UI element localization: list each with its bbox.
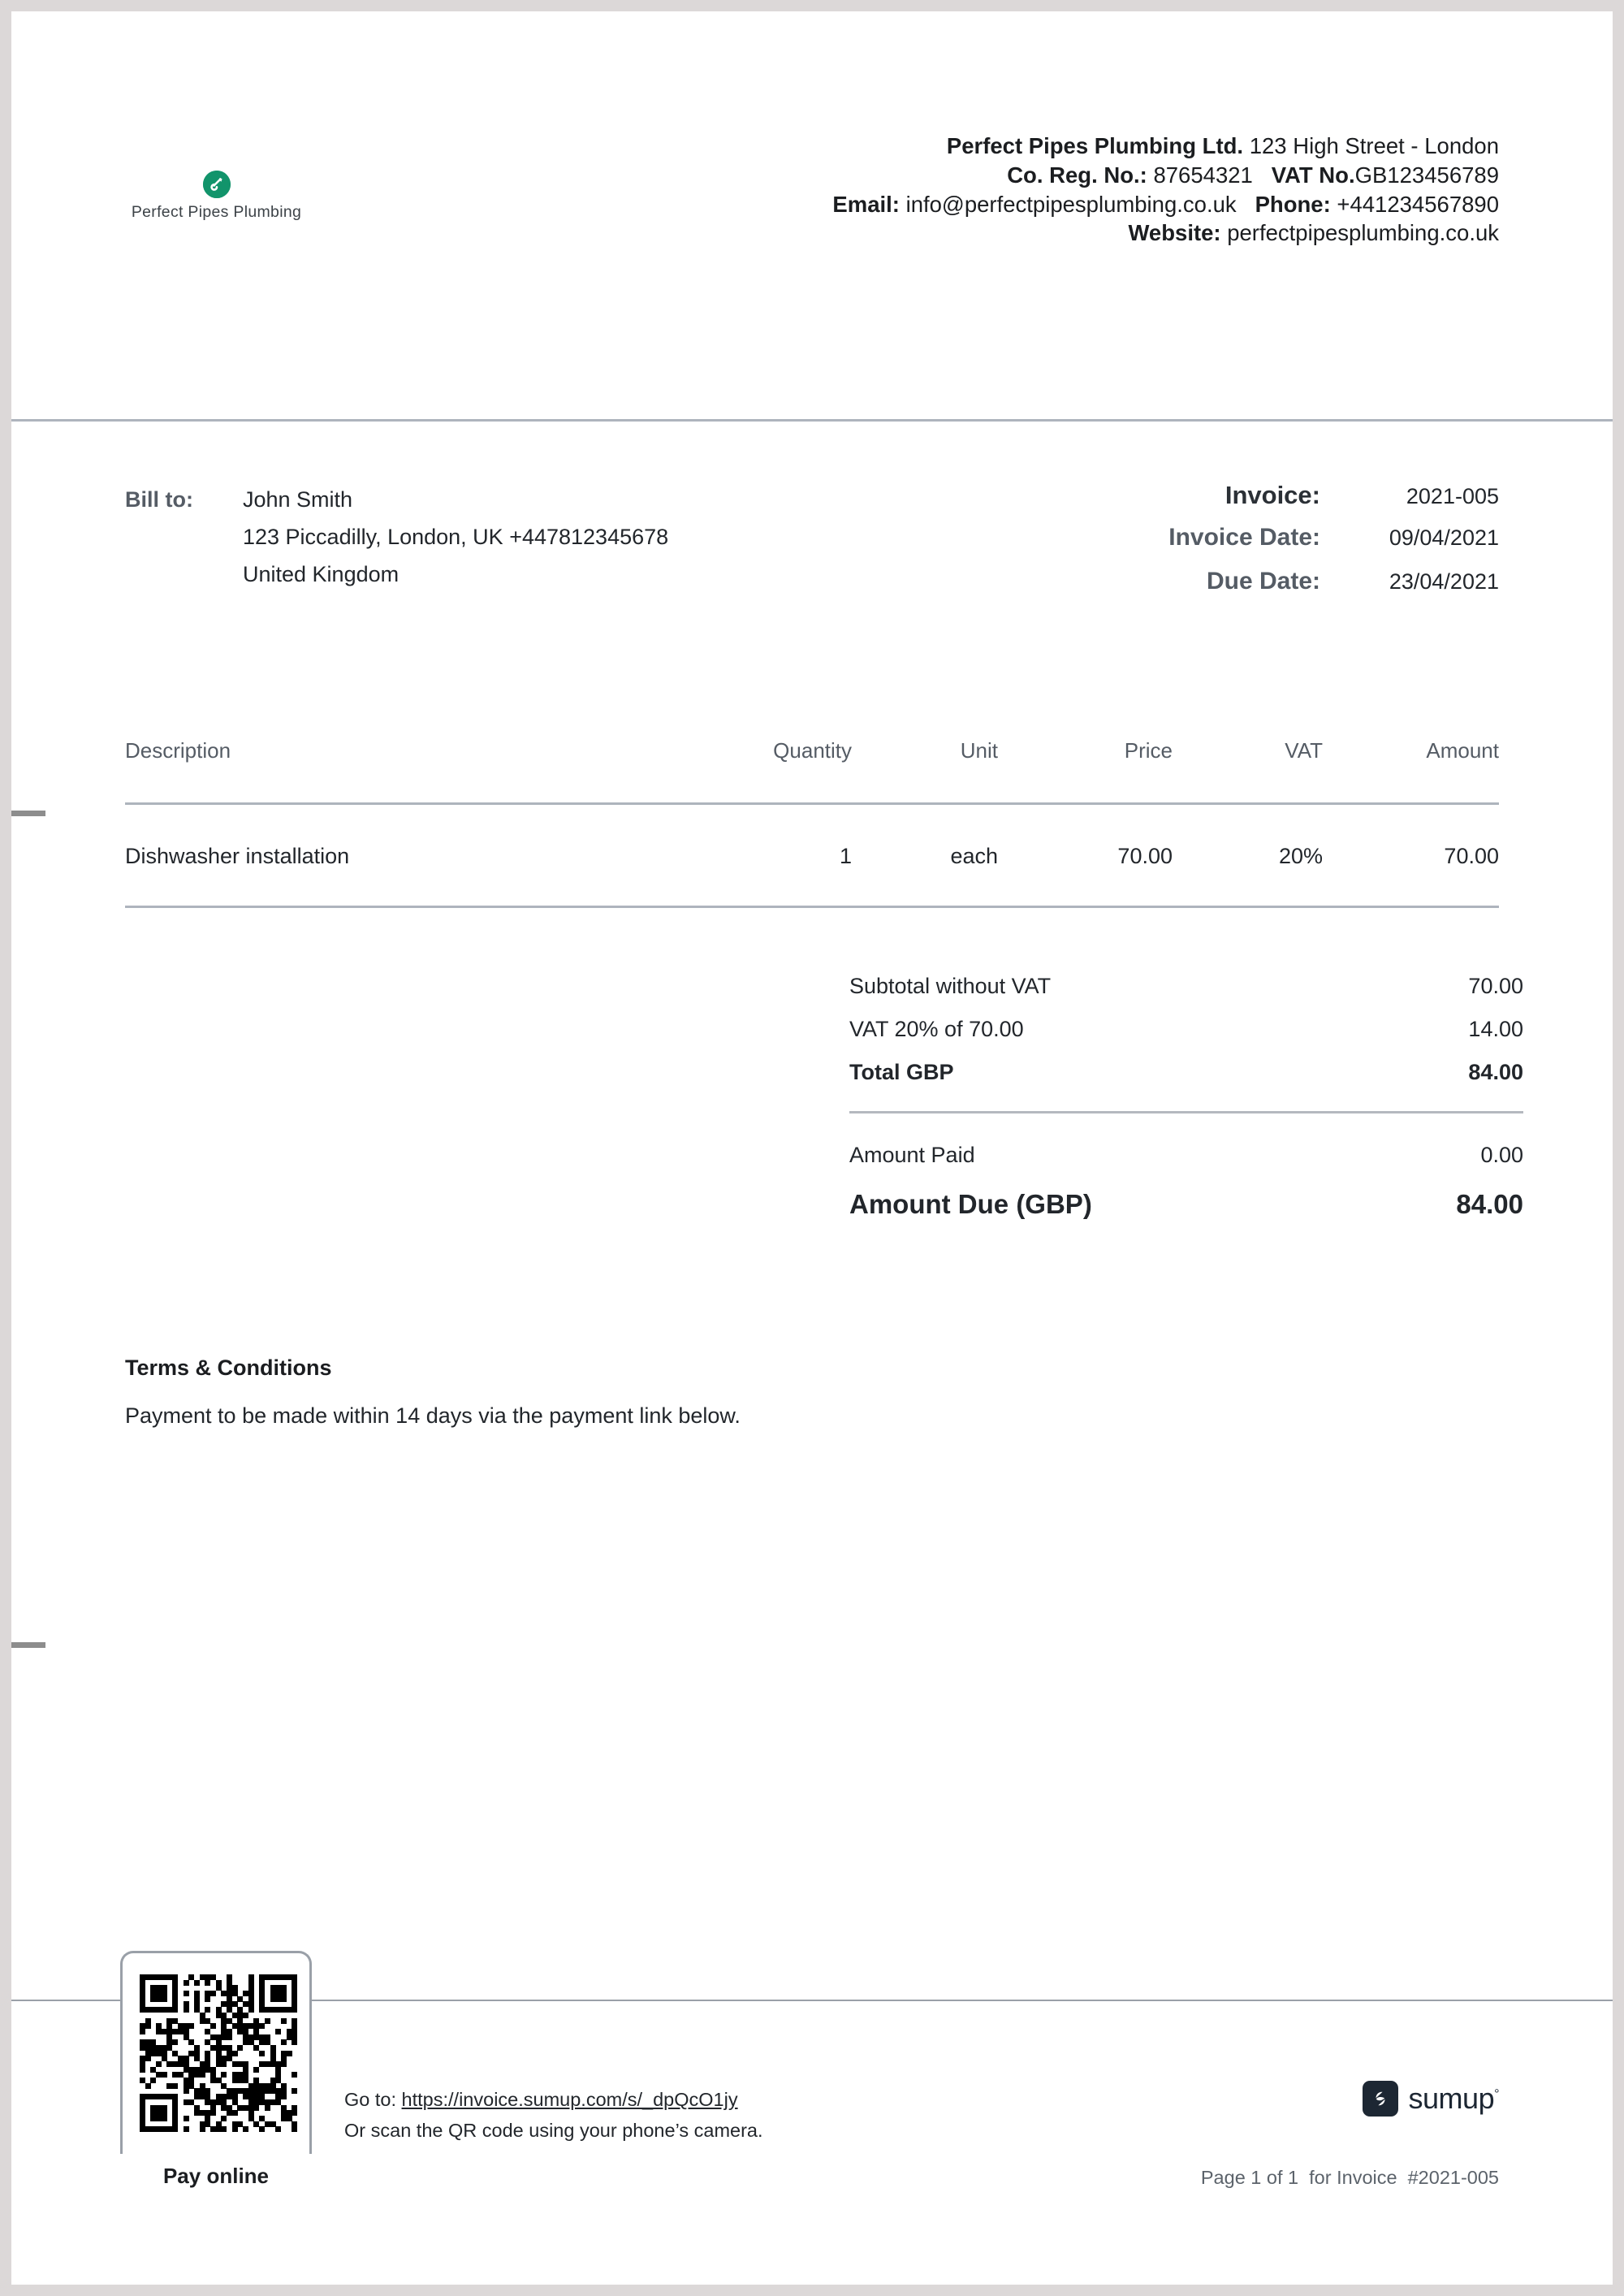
qr-code[interactable] [140, 1974, 297, 2132]
cell-price: 70.00 [1117, 844, 1173, 868]
amount-due-label: Amount Due (GBP) [849, 1189, 1092, 1219]
pay-online-caption: Pay online [162, 2164, 270, 2188]
vat-value: 14.00 [1468, 1017, 1523, 1041]
total-value: 84.00 [1468, 1060, 1523, 1084]
subtotal-label: Subtotal without VAT [849, 974, 1052, 998]
go-to-prefix: Go to: [344, 2089, 397, 2110]
terms-title: Terms & Conditions [125, 1356, 332, 1380]
phone-label: Phone: [1255, 191, 1331, 217]
total-label: Total GBP [849, 1060, 954, 1084]
totals-block [849, 974, 1523, 1238]
email-label: Email: [832, 191, 900, 217]
bill-to-line: 123 Piccadilly, London, UK +447812345678 [243, 525, 669, 549]
bill-to-line: John Smith [243, 487, 353, 512]
terms-body: Payment to be made within 14 days via the payment link below. [125, 1403, 741, 1428]
sumup-superscript: ° [1494, 2087, 1499, 2101]
crop-mark-left-lower [11, 1642, 45, 1648]
amount-paid-label: Amount Paid [849, 1143, 975, 1167]
sumup-logo-icon [1363, 2081, 1398, 2117]
payment-link-line [344, 2084, 763, 2115]
invoice-date-value: 09/04/2021 [1389, 525, 1499, 550]
amount-due-value: 84.00 [1456, 1189, 1523, 1219]
cell-description: Dishwasher installation [125, 844, 350, 868]
invoice-date-label: Invoice Date: [1168, 524, 1320, 551]
header-divider [11, 419, 1613, 422]
company-name: Perfect Pipes Plumbing Ltd. [946, 133, 1244, 158]
amount-due-row [849, 1189, 1523, 1220]
cell-amount: 70.00 [1444, 844, 1499, 868]
due-date-row [931, 568, 1499, 595]
vat-row [849, 1017, 1523, 1042]
sumup-name: sumup [1408, 2082, 1495, 2115]
qr-code-container[interactable] [120, 1951, 312, 2154]
terms-and-conditions [125, 1356, 1343, 1429]
column-header-price: Price [1124, 738, 1173, 763]
company-address: 123 High Street - London [1249, 133, 1499, 158]
bill-to-label: Bill to: [125, 487, 193, 512]
vat-no-value: GB123456789 [1354, 162, 1499, 188]
invoice-page [11, 11, 1613, 2285]
vat-no-label: VAT No. [1271, 162, 1355, 188]
invoice-number-value: 2021-005 [1406, 484, 1499, 508]
website-value: perfectpipesplumbing.co.uk [1227, 220, 1499, 246]
column-header-quantity: Quantity [773, 738, 852, 763]
invoice-date-row [931, 524, 1499, 551]
subtotal-row [849, 974, 1523, 999]
due-date-label: Due Date: [1206, 568, 1320, 595]
payment-instructions [344, 2084, 763, 2146]
payment-link[interactable]: https://invoice.sumup.com/s/_dpQcO1jy [401, 2089, 738, 2110]
table-header-row [125, 738, 1499, 804]
column-header-amount: Amount [1426, 738, 1499, 763]
table-row [125, 804, 1499, 907]
scan-hint: Or scan the QR code using your phone’s camera. [344, 2120, 763, 2141]
total-row [849, 1060, 1523, 1085]
bill-to-line: United Kingdom [243, 562, 400, 586]
column-header-description: Description [125, 738, 231, 763]
amount-paid-row [849, 1143, 1523, 1168]
sumup-brand [1363, 2081, 1499, 2117]
email-value: info@perfectpipesplumbing.co.uk [905, 191, 1237, 217]
line-items-table [125, 738, 1499, 908]
subtotal-value: 70.00 [1468, 974, 1523, 998]
logo-wordmark: Perfect Pipes Plumbing [131, 203, 302, 221]
totals-divider [849, 1111, 1523, 1113]
company-details [832, 132, 1499, 248]
phone-value: +441234567890 [1337, 191, 1499, 217]
company-contact-line [832, 190, 1499, 219]
co-reg-label: Co. Reg. No.: [1007, 162, 1147, 188]
cell-vat: 20% [1278, 844, 1323, 868]
website-label: Website: [1128, 220, 1221, 246]
page-footer-note: Page 1 of 1 for Invoice #2021-005 [1200, 2167, 1499, 2188]
invoice-number-row [931, 481, 1499, 510]
column-header-unit: Unit [960, 738, 998, 763]
bill-to-lines [243, 481, 668, 593]
due-date-value: 23/04/2021 [1389, 569, 1499, 594]
document-header [11, 11, 1613, 409]
sumup-wordmark [1409, 2082, 1499, 2116]
crop-mark-left-upper [11, 811, 45, 816]
company-registration-line [832, 161, 1499, 190]
amount-paid-value: 0.00 [1480, 1143, 1523, 1167]
cell-quantity: 1 [839, 844, 852, 868]
company-logo [121, 171, 312, 222]
invoice-number-label: Invoice: [1224, 481, 1320, 509]
column-header-vat: VAT [1285, 738, 1323, 763]
vat-label: VAT 20% of 70.00 [849, 1017, 1024, 1041]
wrench-circle-logo-icon [203, 171, 231, 198]
company-name-line [832, 132, 1499, 161]
bill-to-block [125, 481, 668, 593]
invoice-meta-block [931, 481, 1499, 609]
company-website-line [832, 218, 1499, 248]
co-reg-value: 87654321 [1153, 162, 1253, 188]
cell-unit: each [950, 844, 998, 868]
